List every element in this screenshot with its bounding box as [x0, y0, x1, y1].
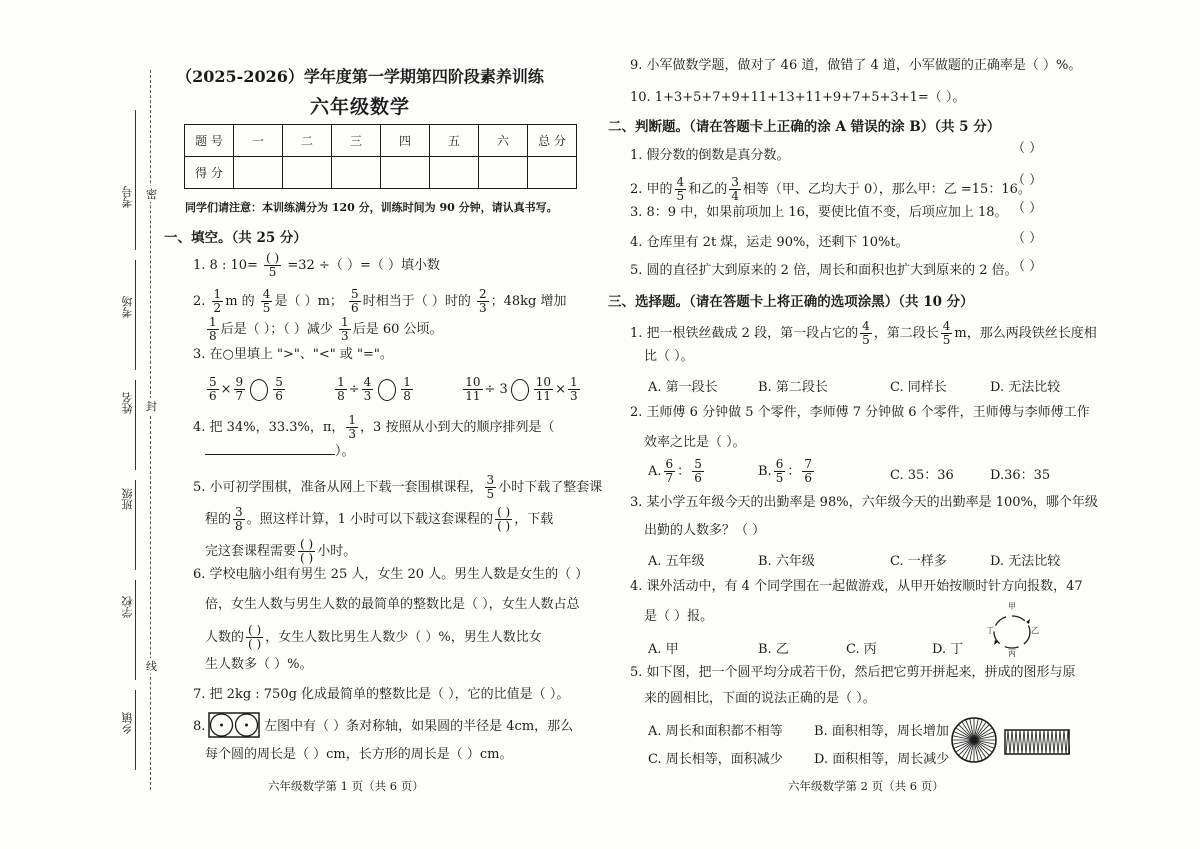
judge-item-2: 2. 甲的 $\frac{4}{5}$ 和乙的 $\frac{3}{4}$ 相等（甲、乙均大于 0），那么甲：乙 =15：16。 [630, 175, 1031, 203]
divided-circle-figure [950, 716, 998, 764]
binding-mark-1: 密 [146, 188, 157, 201]
circle-label-ding: 丁 [986, 626, 994, 635]
section1-title: 一、填空。（共 25 分） [164, 230, 307, 246]
fraction: $\frac{1}{2}$ [213, 287, 222, 315]
page-2-footer: 六年级数学第 2 页（共 6 页） [788, 779, 944, 793]
strip-tooth [1026, 730, 1030, 754]
strip-tooth [1006, 730, 1010, 754]
question-1-5-line3: 完这套课程需要 $\frac{( )}{( )}$ 小时。 [205, 537, 357, 565]
strip-tooth [1046, 730, 1050, 754]
question-1-9: 9. 小军做数学题，做对了 46 道，做错了 4 道，小军做题的正确率是（ ）%。 [630, 58, 1082, 73]
score-table-header-row [185, 125, 577, 157]
option-b[interactable]: B. 面积相等，周长增加 [814, 724, 949, 739]
question-1-2-line2: $\frac{1}{8}$ 后是（ ）；（ ）减少 $\frac{1}{3}$ 后是 60 公顷。 [209, 315, 443, 343]
strip-tooth [1042, 730, 1046, 754]
question-1-3-expressions: $\frac{5}{6}$ × $\frac{9}{7}$ $\frac{5}{6}$ $\frac{1}{8}$ ÷ $\frac{4}{3}$ $\frac{1}{8}$ $\frac{10}{11}$ ÷ 3 $\frac{10}{11}$ × $\frac{1}{3}$ [209, 375, 578, 403]
option-a[interactable]: A. 甲 [648, 642, 679, 657]
choice-question-1-line2: 比（ ）。 [644, 349, 694, 364]
score-cell: 四 [381, 125, 430, 157]
question-1-6-line3: 人数的 $\frac{( )}{( )}$ ，女生人数比男生人数少（ ）%，男生人数比女 [205, 623, 542, 651]
score-cell: 题 号 [185, 125, 234, 157]
judge-paren-2[interactable]: （ ） [1012, 173, 1043, 188]
exam-title: （2025-2026）学年度第一学期第四阶段素养训练 [176, 67, 544, 86]
strip-tooth [1022, 730, 1026, 754]
option-c[interactable]: C. 丙 [846, 642, 877, 657]
option-b[interactable]: B. 六年级 [758, 554, 815, 569]
section2-title: 二、判断题。（请在答题卡上正确的涂 A 错误的涂 B）（共 5 分） [608, 119, 1001, 135]
question-1-8-number: 8. [193, 719, 206, 734]
fraction: $\frac{1}{3}$ [341, 315, 349, 343]
option-a[interactable]: A. 第一段长 [648, 380, 718, 395]
option-c[interactable]: C. 周长相等，面积减少 [648, 752, 783, 767]
judge-paren-1[interactable]: （ ） [1012, 141, 1043, 156]
question-1-2: 2. $\frac{1}{2}$ m 的 $\frac{4}{5}$ 是（ ）m； $\frac{5}{6}$ 时相当于（ ）时的 $\frac{2}{3}$ ；48kg 增加 [193, 287, 567, 315]
strip-tooth [1054, 730, 1058, 754]
option-a[interactable]: A. 周长和面积都不相等 [648, 724, 783, 739]
exam-subject: 六年级数学 [309, 96, 410, 118]
score-blank[interactable] [430, 157, 479, 189]
score-table-score-row [185, 157, 577, 189]
choice-question-5: 5. 如下图，把一个圆平均分成若干份，然后把它剪开拼起来，拼成的图形与原 [630, 665, 1076, 680]
page-1-footer: 六年级数学第 1 页（共 6 页） [268, 779, 424, 793]
score-cell: 总 分 [528, 125, 577, 157]
binding-mark-2: 封 [146, 400, 157, 413]
judge-item-3: 3. 8：9 中，如果前项加上 16，要使比值不变，后项应加上 18。 [630, 205, 1008, 220]
score-blank[interactable] [381, 157, 430, 189]
strip-tooth [1034, 730, 1038, 754]
score-cell: 五 [430, 125, 479, 157]
question-1-5: 5. 小可初学围棋，准备从网上下载一套围棋课程， $\frac{3}{5}$ 小时下载了整套课 [193, 473, 603, 501]
question-1-10: 10. 1+3+5+7+9+11+13+11+9+7+5+3+1=（ ）。 [630, 90, 966, 105]
choice-question-2: 2. 王师傅 6 分钟做 5 个零件，李师傅 7 分钟做 6 个零件，王师傅与李师傅工作 [630, 405, 1090, 420]
choice-question-3: 3. 某小学五年级今天的出勤率是 98%，六年级今天的出勤率是 100%，哪个年级 [630, 495, 1098, 510]
circle-label-yi: 乙 [1031, 626, 1039, 635]
question-1-6: 6. 学校电脑小组有男生 25 人，女生 20 人。男生人数是女生的（ ） [193, 567, 589, 582]
score-blank[interactable] [332, 157, 381, 189]
score-cell: 三 [332, 125, 381, 157]
option-a[interactable]: A. $\frac{6}{7}$ ： $\frac{5}{6}$ [648, 457, 702, 485]
score-blank[interactable] [234, 157, 283, 189]
question-1-4: 4. 把 34%，33.3%，π， $\frac{1}{3}$ ，3 按照从小到大的顺序排列是（ [193, 413, 555, 441]
option-d[interactable]: D. 丁 [932, 642, 964, 657]
school-label: 学校 [121, 596, 134, 618]
score-blank[interactable] [479, 157, 528, 189]
judge-paren-4[interactable]: （ ） [1012, 231, 1043, 246]
option-b[interactable]: B. 乙 [758, 642, 789, 657]
choice-question-3-line2: 出勤的人数多？（ ） [644, 523, 766, 538]
choice-question-4-line2: 是（ ）报。 [644, 609, 714, 624]
score-cell: 六 [479, 125, 528, 157]
option-c[interactable]: C. 一样多 [890, 554, 947, 569]
strip-tooth [1018, 730, 1022, 754]
option-a[interactable]: A. 五年级 [648, 554, 705, 569]
strip-tooth [1010, 730, 1014, 754]
fraction: $\frac{2}{3}$ [478, 287, 487, 315]
exam-number-label: 考号 [121, 186, 134, 208]
binding-mark-3: 线 [146, 660, 157, 673]
section3-title: 三、选择题。（请在答题卡上将正确的选项涂黑）（共 10 分） [608, 294, 974, 310]
option-b[interactable]: B. $\frac{6}{5}$ ： $\frac{7}{6}$ [758, 457, 812, 485]
choice-question-5-line2: 来的圆相比，下面的说法正确的是（ ）。 [644, 691, 876, 706]
option-d[interactable]: D. 面积相等，周长减少 [814, 752, 950, 767]
strip-tooth [1058, 730, 1062, 754]
compare-circle[interactable] [378, 379, 396, 401]
strip-tooth [1014, 730, 1018, 754]
page-2 [600, 0, 1200, 849]
score-blank[interactable] [528, 157, 577, 189]
circle-label-jia: 甲 [1008, 602, 1016, 611]
two-circles-rectangle-figure [208, 712, 260, 738]
name-label: 姓名 [121, 392, 134, 414]
choice-question-1: 1. 把一根铁丝截成 2 段，第一段占它的 $\frac{4}{5}$ ，第二段长 $\frac{4}{5}$ m，那么两段铁丝长度相 [630, 319, 1097, 347]
strip-tooth [1030, 730, 1034, 754]
town-label: 乡镇 [121, 712, 134, 734]
score-cell: 一 [234, 125, 283, 157]
question-1-3: 3. 在○里填上 ">"、"<" 或 "="。 [193, 347, 393, 362]
score-cell: 得 分 [185, 157, 234, 189]
judge-paren-5[interactable]: （ ） [1012, 259, 1043, 274]
judge-item-1: 1. 假分数的倒数是真分数。 [630, 148, 790, 163]
fraction: $\frac{5}{6}$ [351, 287, 359, 315]
option-c[interactable]: C. 35：36 [890, 468, 954, 483]
class-label: 班级 [121, 488, 134, 510]
score-blank[interactable] [283, 157, 332, 189]
score-cell: 二 [283, 125, 332, 157]
rearranged-rectangle-figure [1004, 728, 1070, 756]
question-1-8-line2: 每个圆的周长是（ ）cm，长方形的周长是（ ）cm。 [205, 747, 513, 762]
question-1-5-line2: 程的 $\frac{3}{8}$ 。照这样计算，1 小时可以下载这套课程的 $\frac{( )}{( )}$ ，下载 [205, 505, 554, 533]
question-1-6-line4: 生人数多（ ）%。 [205, 657, 313, 672]
option-d[interactable]: D.36：35 [990, 468, 1051, 483]
question-1-4-line2: ）。 [205, 442, 355, 461]
compare-circle[interactable] [250, 379, 268, 401]
compare-circle[interactable] [511, 379, 529, 401]
question-1-7: 7. 把 2kg : 750g 化成最简单的整数比是（ ），它的比值是（ ）。 [193, 687, 570, 702]
choice-question-2-line2: 效率之比是（ ）。 [644, 435, 746, 450]
strip-tooth [1038, 730, 1042, 754]
judge-item-5: 5. 圆的直径扩大到原来的 2 倍，周长和面积也扩大到原来的 2 倍。 [630, 263, 1018, 278]
fraction: $\frac{( )}{5}$ [266, 251, 280, 279]
option-d[interactable]: D. 无法比较 [990, 554, 1061, 569]
score-table [184, 124, 577, 189]
circle-label-bing: 丙 [1008, 649, 1016, 658]
fraction: $\frac{4}{5}$ [262, 287, 271, 315]
strip-tooth [1062, 730, 1066, 754]
exam-room-label: 考场 [121, 296, 134, 318]
choice-question-4: 4. 课外活动中，有 4 个同学围在一起做游戏，从甲开始按顺时针方向报数，47 [630, 579, 1083, 594]
option-b[interactable]: B. 第二段长 [758, 380, 828, 395]
notice-text: 同学们请注意：本训练满分为 120 分，训练时间为 90 分钟，请认真书写。 [185, 201, 558, 214]
question-1-8: 左图中有（ ）条对称轴，如果圆的半径是 4cm，那么 [264, 719, 574, 734]
question-1-6-line2: 倍，女生人数与男生人数的最简单的整数比是（ ），女生人数占总 [205, 597, 580, 612]
question-1-1: 1. 8 : 10= $\frac{( )}{5}$ =32 ÷（ ）=（ ）填小数 [193, 251, 440, 279]
judge-item-4: 4. 仓库里有 2t 煤，运走 90%，还剩下 10%t。 [630, 235, 909, 250]
fraction: $\frac{1}{8}$ [209, 315, 217, 343]
option-d[interactable]: D. 无法比较 [990, 380, 1061, 395]
option-c[interactable]: C. 同样长 [890, 380, 947, 395]
judge-paren-3[interactable]: （ ） [1012, 201, 1043, 216]
strip-tooth [1050, 730, 1054, 754]
